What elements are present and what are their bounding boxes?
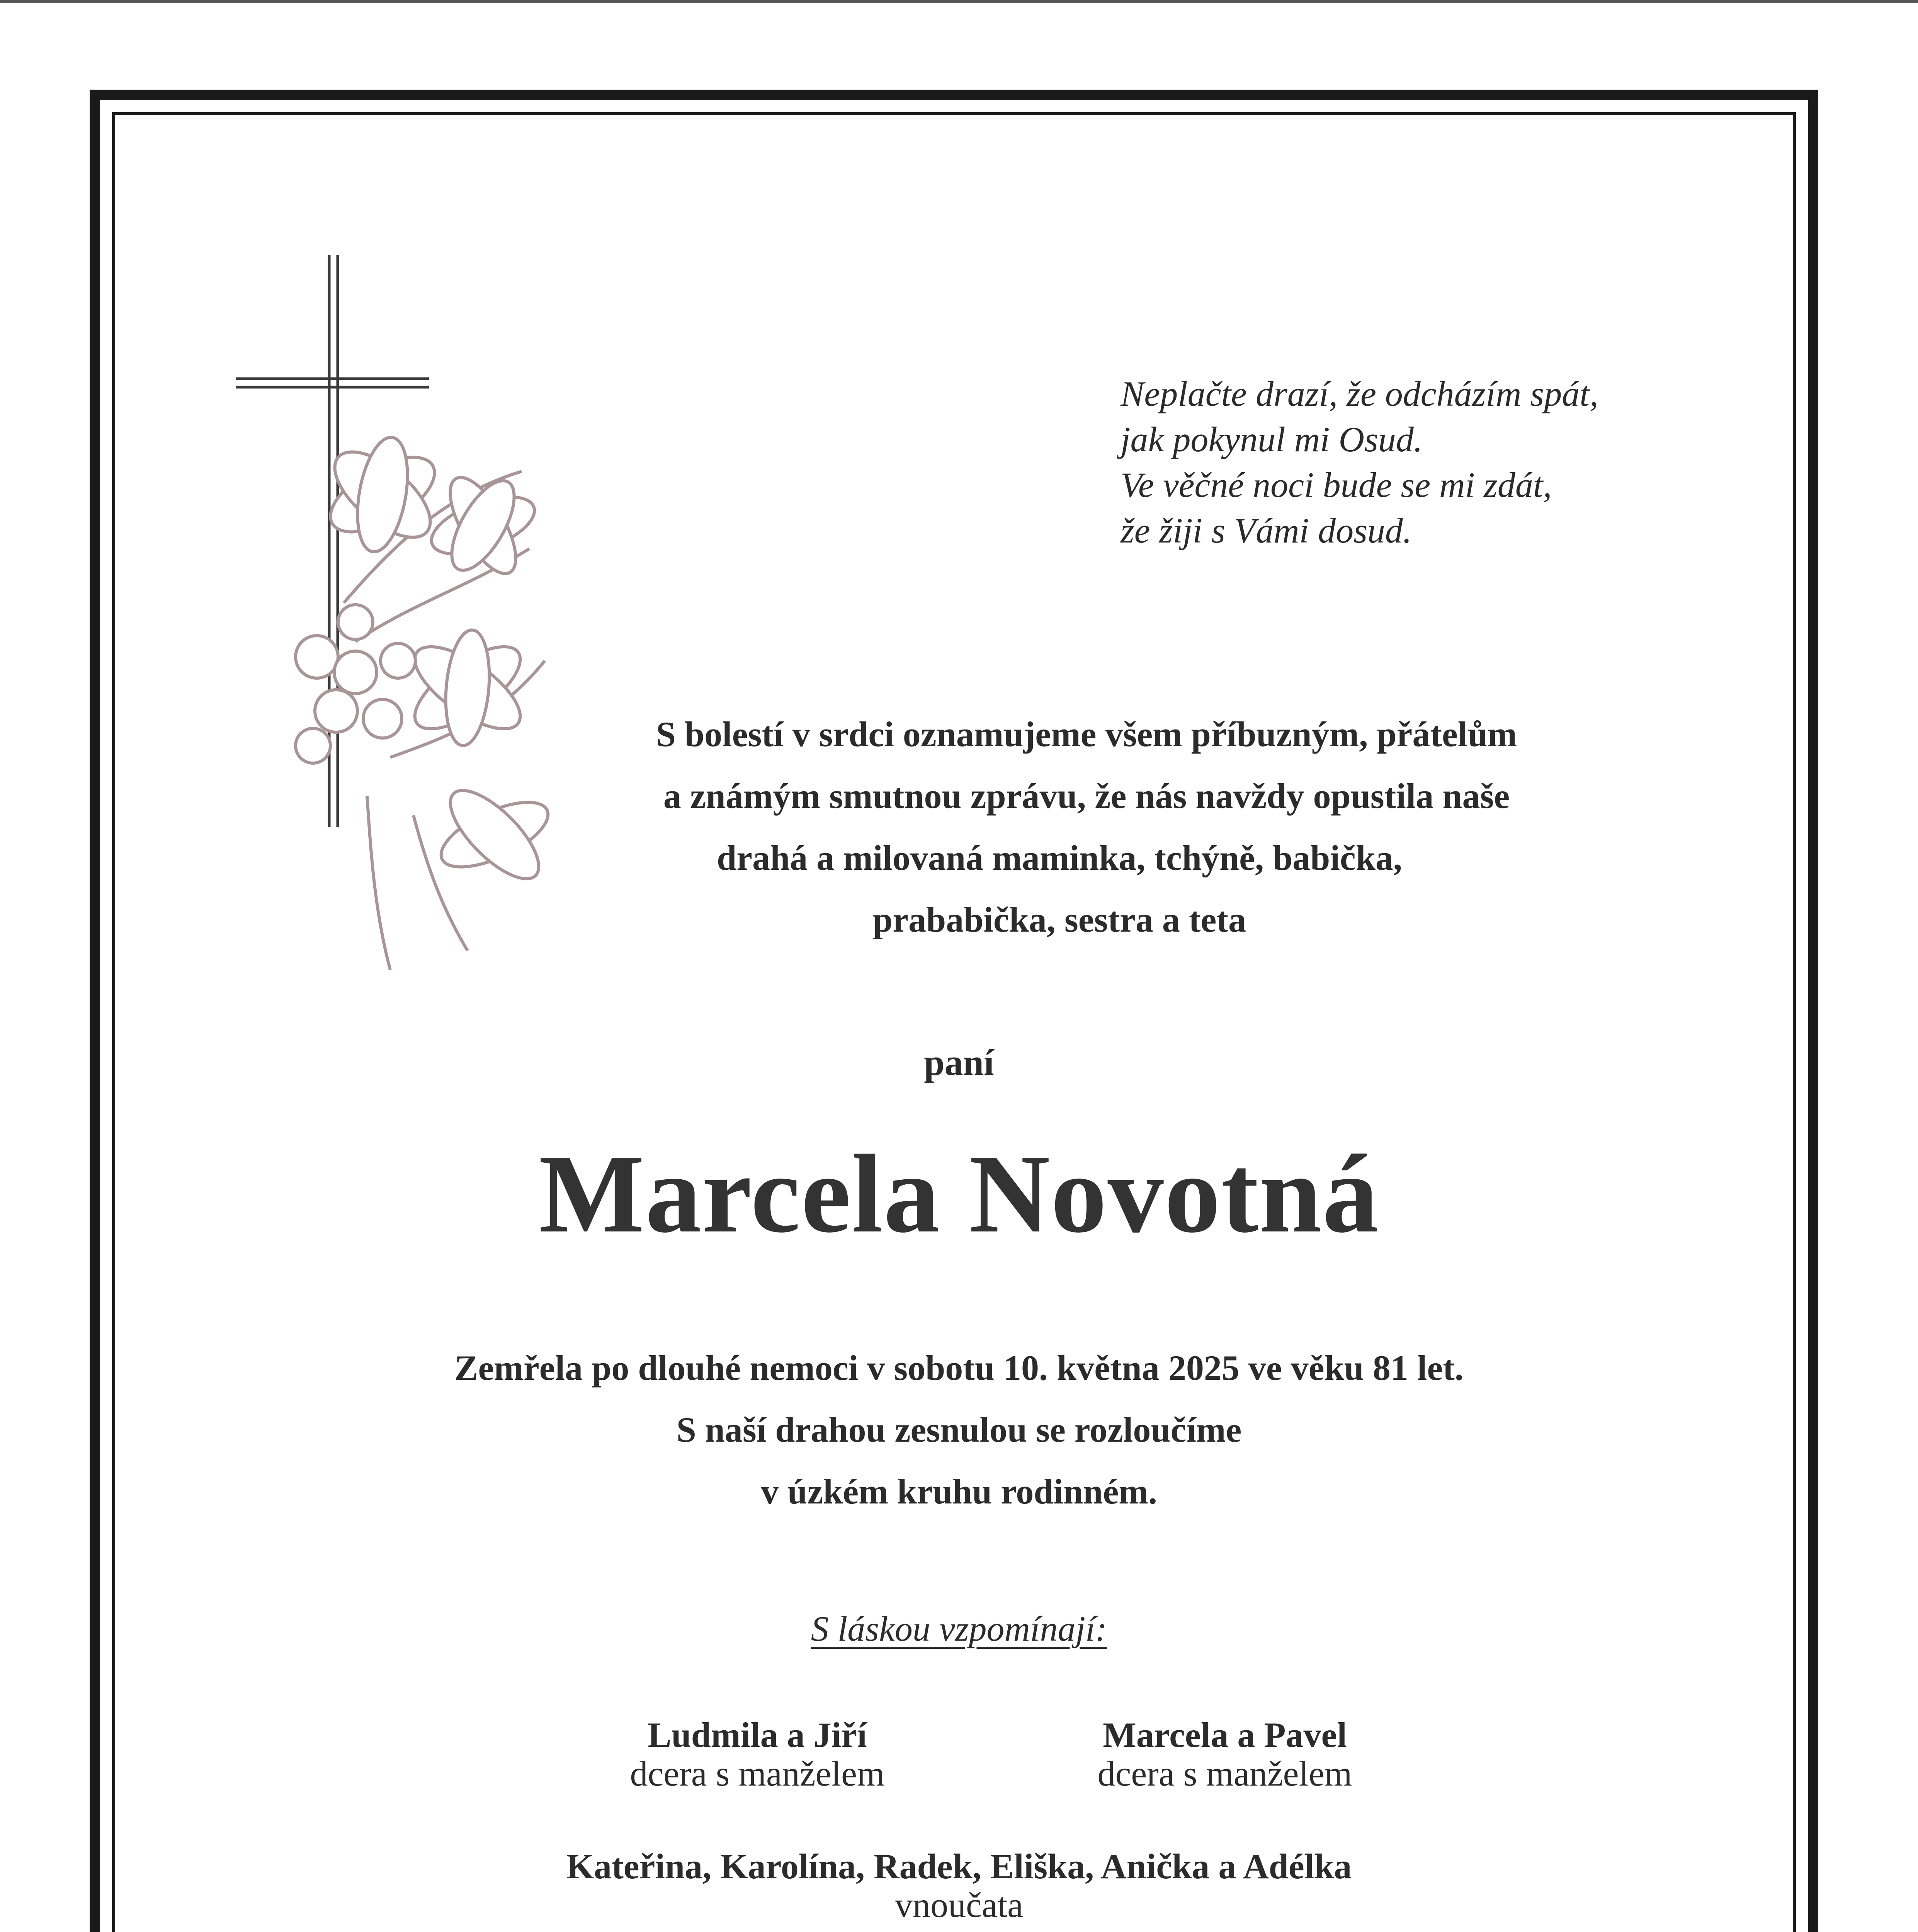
mourner-relation: dcera s manželem [630, 1754, 885, 1793]
announcement [0, 703, 1918, 951]
death-line: v úzkém kruhu rodinném. [761, 1472, 1157, 1511]
poem-line: Neplačte drazí, že odcházím spát, [1121, 374, 1598, 413]
poem-line: že žiji s Vámi dosud. [1121, 511, 1412, 550]
mourner-relation: dcera s manželem [1097, 1754, 1352, 1793]
death-line: Zemřela po dlouhé nemoci v sobotu 10. května 2025 ve věku 81 let. [454, 1348, 1464, 1388]
mourner-names: Ludmila a Jiří [648, 1715, 867, 1755]
announcement-line: prababička, sestra a teta [873, 900, 1246, 939]
announcement-line: S bolestí v srdci oznamujeme všem příbuzným, přátelům [656, 714, 1517, 754]
grandchildren [0, 1847, 1918, 1924]
announcement-line: a známým smutnou zprávu, že nás navždy opustila naše [663, 776, 1510, 816]
mourner-right [974, 1716, 1476, 1793]
grandchildren-names: Kateřina, Karolína, Radek, Eliška, Anička a Adélka [566, 1847, 1352, 1886]
memory-heading: S láskou vzpomínají: [811, 1609, 1107, 1648]
deceased-name: Marcela Novotná [539, 1132, 1379, 1256]
announcement-line: drahá a milovaná maminka, tchýně, babička, [717, 838, 1402, 878]
poem-line: jak pokynul mi Osud. [1121, 420, 1423, 459]
title-word: paní [924, 1042, 994, 1083]
poem [1121, 371, 1598, 553]
death-notice [0, 1337, 1918, 1522]
death-line: S naší drahou zesnulou se rozloučíme [676, 1410, 1242, 1449]
grandchildren-relation: vnoučata [894, 1885, 1024, 1925]
page-top-line [0, 0, 1918, 3]
mourner-left [506, 1716, 1008, 1793]
mourner-names: Marcela a Pavel [1103, 1715, 1347, 1755]
poem-line: Ve věčné noci bude se mi zdát, [1121, 465, 1552, 505]
